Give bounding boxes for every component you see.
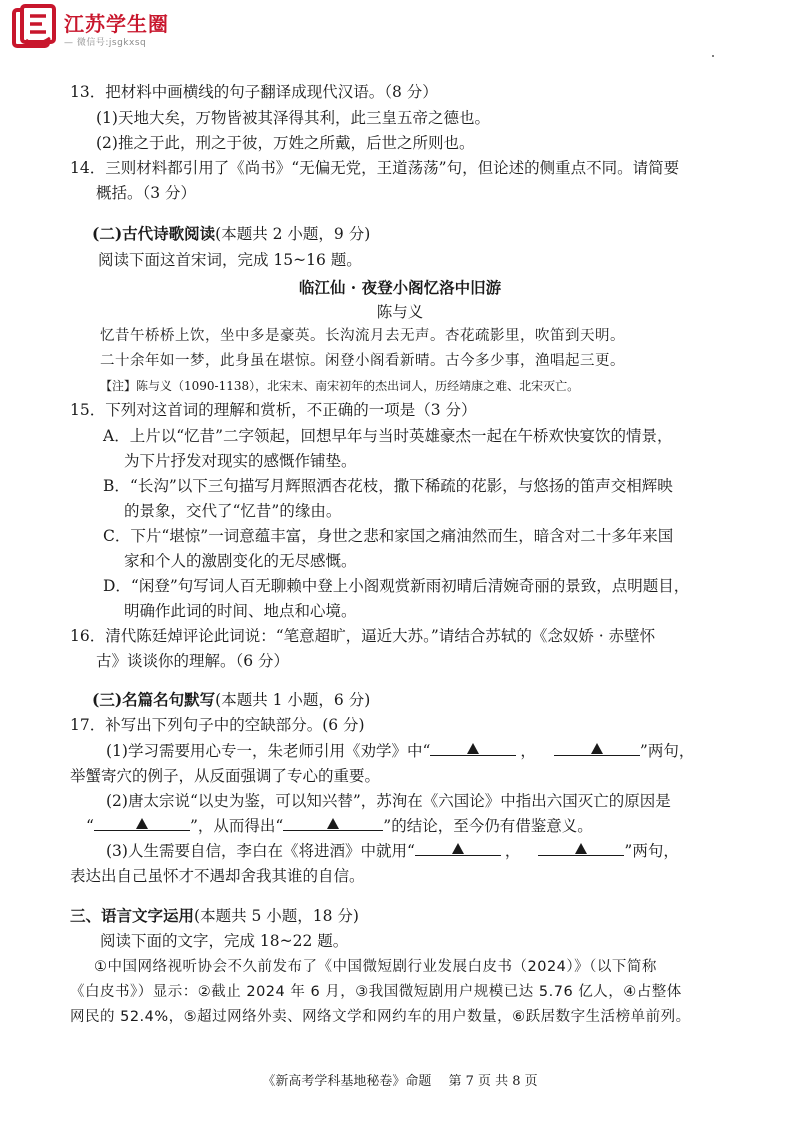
q17-item-3-line-1: [106, 841, 679, 861]
triangle-marker-icon: [452, 843, 464, 854]
section-2-note: (本题共 2 小题，9 分): [215, 225, 371, 243]
q17-item-3-sep: ，: [504, 842, 521, 860]
q15-option-a-line-2: 为下片抒发对现实的感慨作铺垫。: [124, 452, 357, 470]
q15-option-d-line-1: D．“闲登”句写词人百无聊赖中登上小阁观赏新雨初晴后清婉奇丽的景致，点明题目，: [103, 577, 690, 595]
q13-stem: 13．把材料中画横线的句子翻译成现代汉语。（8 分）: [70, 83, 438, 101]
q17-blank-6[interactable]: [538, 841, 624, 856]
q15-stem: 15．下列对这首词的理解和赏析，不正确的一项是（3 分）: [70, 401, 477, 419]
section-3-title: (三)名篇名句默写: [92, 690, 216, 709]
triangle-marker-icon: [136, 818, 148, 829]
part-3-paragraph-line-1: ①中国网络视听协会不久前发布了《中国微短剧行业发展白皮书（2024）》（以下简称: [94, 959, 657, 975]
triangle-marker-icon: [327, 818, 339, 829]
section-2-heading: [92, 224, 370, 244]
q14-line-1: 14．三则材料都引用了《尚书》“无偏无党，王道荡荡”句，但论述的侧重点不同。请简要: [70, 159, 680, 177]
q17-stem: 17．补写出下列句子中的空缺部分。(6 分): [70, 716, 365, 734]
logo-title: 江苏学生圈: [64, 12, 169, 36]
q17-item-2-open-quote: “: [86, 817, 94, 835]
q15-option-a-line-1: A．上片以“忆昔”二字领起，回想早年与当时英雄豪杰一起在午桥欢快宴饮的情景，: [103, 427, 673, 445]
q17-item-2-text-end: ”的结论，至今仍有借鉴意义。: [383, 817, 593, 835]
q17-blank-5[interactable]: [415, 841, 501, 856]
part-3-intro: 阅读下面的文字，完成 18~22 题。: [100, 932, 349, 950]
poem-line-1: 忆昔午桥桥上饮，坐中多是豪英。长沟流月去无声。杏花疏影里，吹笛到天明。: [100, 328, 625, 344]
page-footer: 《新高考学科基地秘卷》命题 第 7 页 共 8 页: [262, 1074, 538, 1089]
q15-option-b-line-1: B．“长沟”以下三句描写月辉照洒杏花枝，撒下稀疏的花影，与悠扬的笛声交相辉映: [103, 477, 673, 495]
part-3-paragraph-line-2: 《白皮书》）显示：②截止 2024 年 6 月，③我国微短剧用户规模已达 5.76 亿人，④占整体: [70, 984, 682, 1000]
poem-author: 陈与义: [376, 303, 424, 321]
poem-line-2: 二十余年如一梦，此身虽在堪惊。闲登小阁看新晴。古今多少事，渔唱起三更。: [100, 353, 625, 369]
q16-line-1: 16．清代陈廷焯评论此词说：“笔意超旷，逼近大苏。”请结合苏轼的《念奴娇 · 赤壁怀: [70, 627, 656, 645]
q13-sentence-1: (1)天地大矣，万物皆被其泽得其利，此三皇五帝之德也。: [96, 109, 490, 127]
part-3-heading: [70, 906, 359, 926]
q14-line-2: 概括。（3 分）: [96, 184, 197, 202]
section-2-intro: 阅读下面这首宋词，完成 15~16 题。: [98, 251, 362, 269]
logo-mark-icon: [12, 4, 58, 50]
q17-item-1-sep: ，: [520, 742, 536, 760]
part-3-title: 三、语言文字运用: [70, 906, 195, 925]
q15-option-d-line-2: 明确作此词的时间、地点和心境。: [124, 602, 357, 620]
q17-blank-2[interactable]: [554, 741, 640, 756]
section-3-note: (本题共 1 小题，6 分): [215, 691, 371, 709]
q17-item-2-line-1: (2)唐太宗说“以史为鉴，可以知兴替”，苏洵在《六国论》中指出六国灭亡的原因是: [106, 792, 671, 810]
logo-subtitle: — 微信号:jsgkxsq: [64, 38, 147, 48]
q17-item-2-text-mid: ”，从而得出“: [189, 817, 284, 835]
triangle-marker-icon: [575, 843, 587, 854]
scan-speck: [712, 55, 714, 57]
q17-blank-1[interactable]: [430, 741, 516, 756]
triangle-marker-icon: [591, 743, 603, 754]
q17-blank-4[interactable]: [283, 816, 383, 831]
q17-item-2-line-2: [86, 816, 593, 836]
triangle-marker-icon: [467, 743, 479, 754]
q15-option-c-line-1: C．下片“堪惊”一词意蕴丰富，身世之悲和家国之痛油然而生，暗含对二十多年来国: [103, 527, 674, 545]
poem-title: 临江仙 · 夜登小阁忆洛中旧游: [298, 278, 502, 297]
q16-line-2: 古》谈谈你的理解。（6 分）: [96, 652, 290, 670]
q17-item-1-line-2: 举蟹寄穴的例子，从反面强调了专心的重要。: [70, 767, 381, 785]
q17-item-1-text-a: (1)学习需要用心专一，朱老师引用《劝学》中“: [106, 742, 431, 760]
part-3-paragraph-line-3: 网民的 52.4%，⑤超过网络外卖、网络文学和网约车的用户数量，⑥跃居数字生活榜单前列。: [70, 1009, 691, 1025]
q13-sentence-2: (2)推之于此，刑之于彼，万姓之所戴，后世之所则也。: [96, 134, 475, 152]
section-2-title: (二)古代诗歌阅读: [92, 224, 216, 243]
q17-item-3-line-2: 表达出自己虽怀才不遇却舍我其谁的自信。: [70, 867, 365, 885]
q17-item-1-text-b: ”两句，: [639, 742, 695, 760]
q17-item-3-text-a: (3)人生需要自信，李白在《将进酒》中就用“: [106, 842, 415, 860]
q17-blank-3[interactable]: [94, 816, 190, 831]
part-3-note: (本题共 5 小题，18 分): [194, 907, 359, 925]
brand-logo: [12, 4, 202, 52]
q17-item-1-line-1: [106, 741, 694, 761]
q15-option-b-line-2: 的景象，交代了“忆昔”的缘由。: [124, 502, 342, 520]
q15-option-c-line-2: 家和个人的激剧变化的无尽感慨。: [124, 552, 357, 570]
poem-note: 【注】陈与义（1090-1138），北宋末、南宋初年的杰出词人，历经靖康之难、北宋灭亡。: [100, 379, 580, 393]
q17-item-3-text-b: ”两句，: [624, 842, 679, 860]
section-3-heading: [92, 690, 370, 710]
